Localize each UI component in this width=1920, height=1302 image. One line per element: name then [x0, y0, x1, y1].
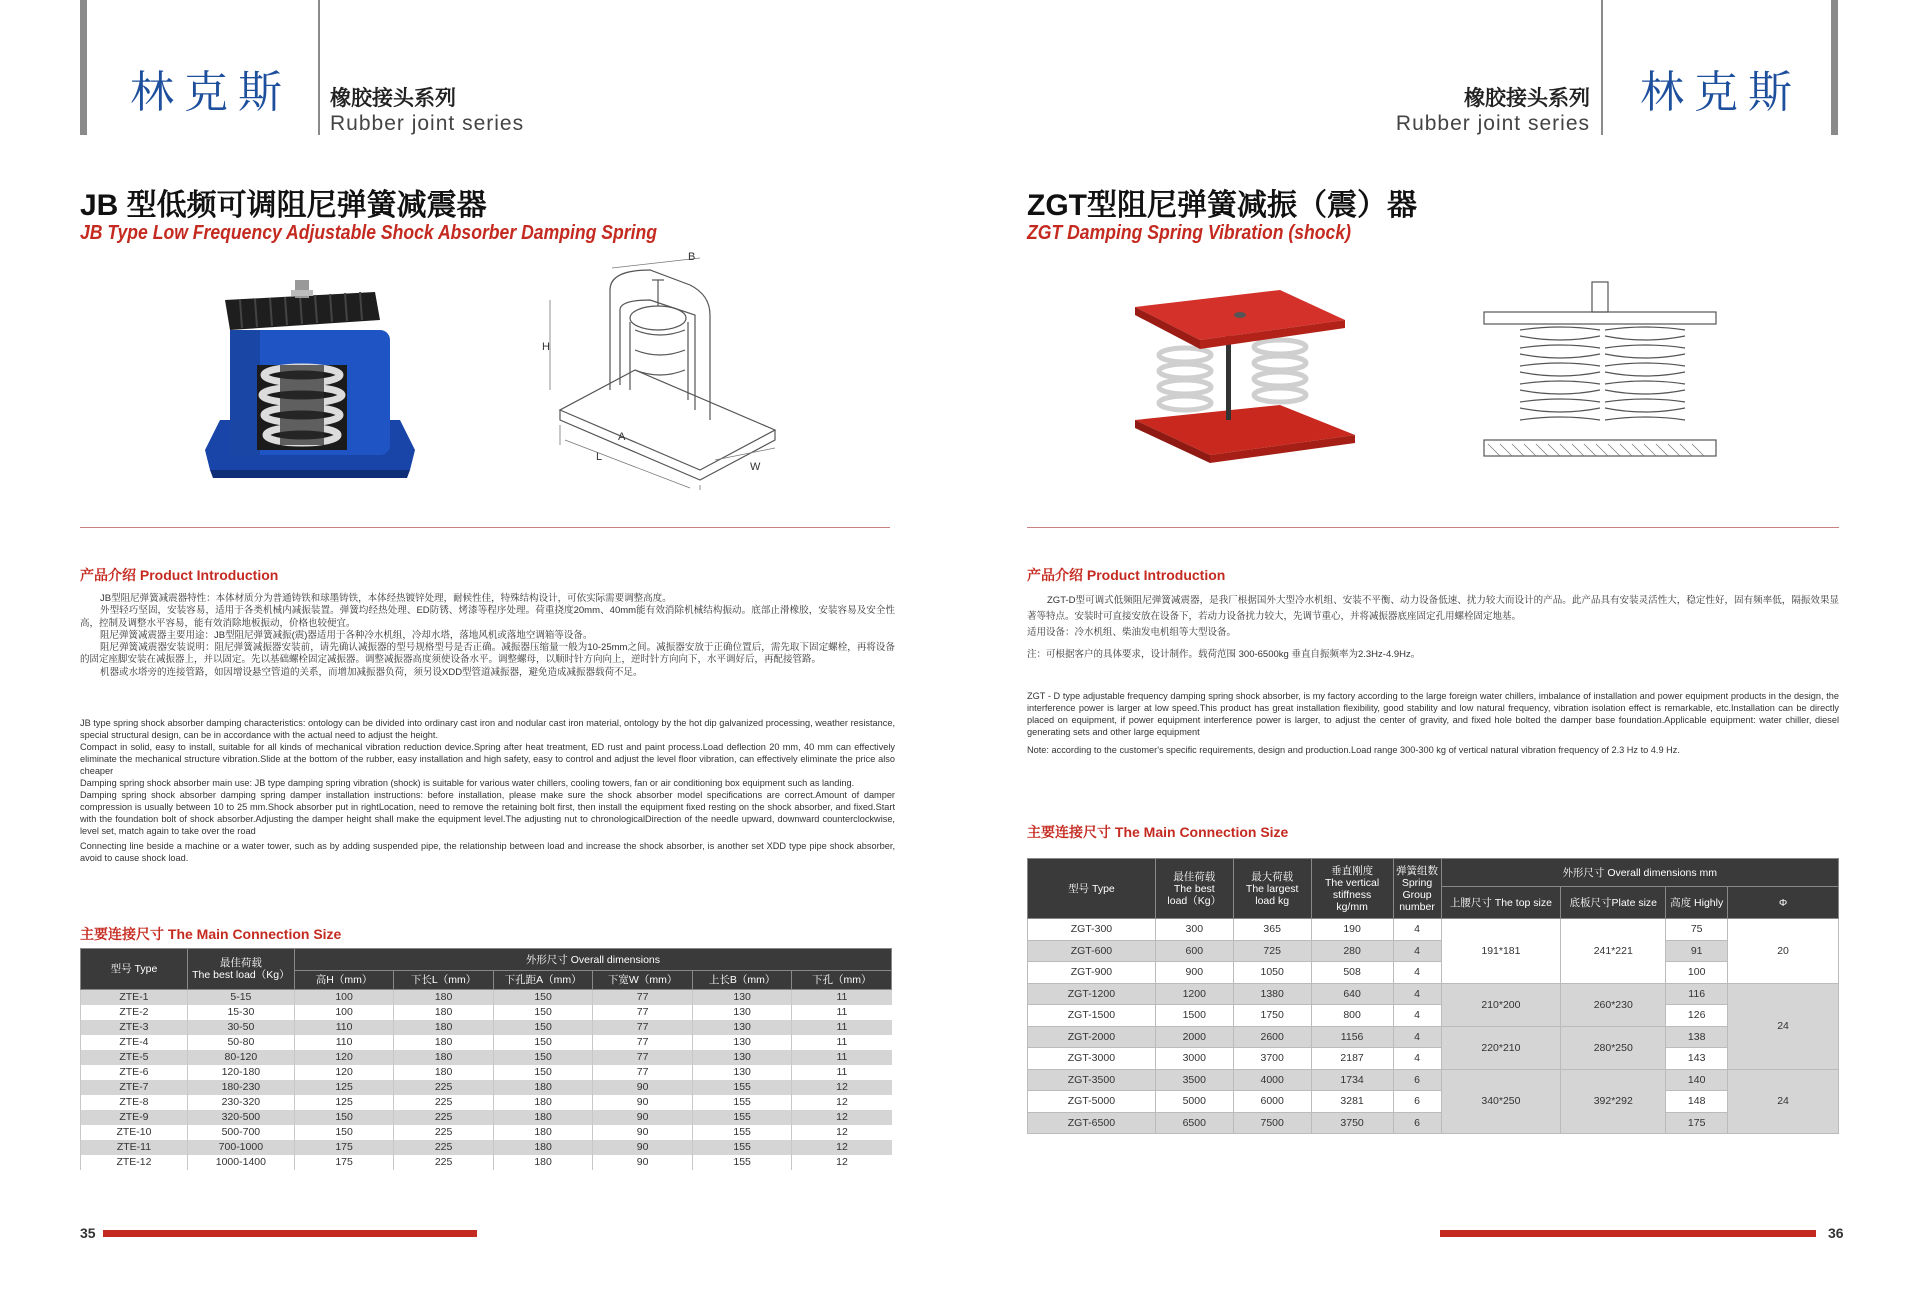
table-row	[1028, 1048, 1839, 1070]
table-cell: 143	[1666, 1048, 1728, 1070]
table-cell: 180	[493, 1095, 593, 1110]
table-cell: 148	[1666, 1091, 1728, 1113]
table-cell: 130	[692, 1065, 792, 1080]
table-cell: 120	[294, 1050, 394, 1065]
jb-spec-table	[80, 948, 892, 1170]
table-cell: 1734	[1311, 1069, 1393, 1091]
table-cell: 50-80	[187, 1035, 294, 1050]
dim-w-label: W	[750, 461, 761, 473]
table-cell: ZGT-1500	[1028, 1005, 1156, 1027]
table-cell: 500-700	[187, 1125, 294, 1140]
table-cell: 91	[1666, 940, 1728, 962]
table-cell: 150	[493, 990, 593, 1005]
table-cell: 180	[493, 1140, 593, 1155]
table-cell: 4	[1393, 1005, 1441, 1027]
table-cell: 90	[593, 1155, 693, 1170]
table-cell: 230-320	[187, 1095, 294, 1110]
table-row	[1028, 1091, 1839, 1113]
table-cell: ZGT-300	[1028, 919, 1156, 941]
table-row	[81, 1035, 892, 1050]
col-b: 上长B（mm）	[692, 971, 792, 990]
table-cell: 150	[493, 1065, 593, 1080]
header-bar-right	[1831, 0, 1838, 135]
table-cell: 725	[1233, 940, 1311, 962]
table-cell: 365	[1233, 919, 1311, 941]
table-cell: 11	[792, 1065, 892, 1080]
table-cell: 120	[294, 1065, 394, 1080]
col-phi: Φ	[1728, 887, 1839, 919]
intro-cn-5: 机器或水塔旁的连接管路，如因增设悬空管道的关系，而增加减振器负荷，须另设XDD型管道减振器，避免造成减振器载荷不足。	[100, 666, 643, 678]
table-cell: 1500	[1155, 1005, 1233, 1027]
col-type: 型号 Type	[1028, 859, 1156, 919]
intro-cn-3: 注：可根据客户的具体要求，设计制作。载荷范围 300-6500kg 垂直自振频率为2.3Hz-4.9Hz。	[1027, 649, 1421, 660]
table-cell: ZTE-11	[81, 1140, 188, 1155]
brand-logo: 林克斯	[130, 67, 292, 118]
table-cell: 2600	[1233, 1026, 1311, 1048]
table-cell: 300	[1155, 919, 1233, 941]
table-cell: 180	[394, 1050, 494, 1065]
table-cell: 7500	[1233, 1112, 1311, 1134]
product-title-cn: JB 型低频可调阻尼弹簧减震器	[80, 189, 487, 222]
table-cell: 225	[394, 1080, 494, 1095]
table-cell: 150	[493, 1020, 593, 1035]
table-cell: 130	[692, 1020, 792, 1035]
table-cell: 30-50	[187, 1020, 294, 1035]
intro-cn-3: 阻尼弹簧减震器主要用途：JB型阻尼弹簧减振(震)器适用于各种冷水机组，冷却水塔，落地风机或落地空调箱等设备。	[100, 629, 593, 641]
table-cell: 77	[593, 1005, 693, 1020]
table-cell: 110	[294, 1020, 394, 1035]
table-cell: 2187	[1311, 1048, 1393, 1070]
header-divider	[1601, 0, 1603, 135]
zgt-damper-photo	[1130, 285, 1360, 485]
table-row	[1028, 983, 1839, 1005]
intro-cn-1: JB型阻尼弹簧减震器特性：本体材质分为普通铸铁和球墨铸铁，本体经热镀锌处理，耐候性佳，特殊结构设计，可依实际需要调整高度。	[100, 593, 672, 604]
intro-cn-2: 适用设备：冷水机组、柴油发电机组等大型设备。	[1027, 627, 1237, 638]
dim-l-label: L	[596, 451, 603, 463]
table-cell: 180	[493, 1080, 593, 1095]
table-cell: 180	[394, 1005, 494, 1020]
table-cell: 180	[493, 1155, 593, 1170]
jb-damper-photo	[195, 270, 425, 490]
page-right	[960, 0, 1920, 1302]
intro-text-en	[80, 717, 895, 864]
table-cell: 1050	[1233, 962, 1311, 984]
table-cell: 3281	[1311, 1091, 1393, 1113]
intro-cn-2: 外型轻巧坚固，安装容易，适用于各类机械内减振装置。弹簧均经热处理、ED防锈、烤漆等程序处理。荷重挠度20mm、40mm能有效消除机械结构振动。底部止滑橡胶，安装容易及安全性高，控制及调整水平容易，能有效消除地板振动，价格也较便宜。	[80, 605, 895, 629]
table-cell: 3500	[1155, 1069, 1233, 1091]
table-cell: 600	[1155, 940, 1233, 962]
table-cell: ZGT-900	[1028, 962, 1156, 984]
table-row	[1028, 1005, 1839, 1027]
table-cell: 77	[593, 1020, 693, 1035]
section-divider	[80, 527, 890, 528]
table-cell: 508	[1311, 962, 1393, 984]
table-cell: 90	[593, 1125, 693, 1140]
zgt-spec-table	[1027, 858, 1839, 1134]
table-cell: 220*210	[1441, 1026, 1561, 1069]
table-cell: ZGT-3000	[1028, 1048, 1156, 1070]
col-hole: 下孔（mm）	[792, 971, 892, 990]
table-cell: 130	[692, 990, 792, 1005]
table-cell: 4	[1393, 1026, 1441, 1048]
table-row	[81, 990, 892, 1005]
connection-size-heading: 主要连接尺寸 The Main Connection Size	[80, 926, 342, 942]
table-cell: 100	[294, 990, 394, 1005]
table-cell: ZTE-6	[81, 1065, 188, 1080]
table-cell: 11	[792, 1035, 892, 1050]
page-number: 36	[1828, 1225, 1844, 1241]
table-cell: 125	[294, 1080, 394, 1095]
table-cell: 900	[1155, 962, 1233, 984]
table-cell: 800	[1311, 1005, 1393, 1027]
table-cell: 150	[493, 1035, 593, 1050]
table-cell: 340*250	[1441, 1069, 1561, 1134]
intro-en-3: Damping spring shock absorber main use: JB type damping spring vibration (shock) is suitable for various water chillers, cooling towers, fan or air conditioning box equipment such as landing.	[80, 778, 855, 788]
table-cell: 225	[394, 1095, 494, 1110]
table-row	[81, 1080, 892, 1095]
table-cell: 150	[294, 1125, 394, 1140]
table-cell: 191*181	[1441, 919, 1561, 984]
table-cell: 75	[1666, 919, 1728, 941]
table-cell: 210*200	[1441, 983, 1561, 1026]
table-cell: 1000-1400	[187, 1155, 294, 1170]
intro-en-2: Note: according to the customer's specific requirements, design and production.Load range 300-300 kg of vertical natural vibration frequency of 2.3 Hz to 4.9 Hz.	[1027, 745, 1680, 755]
table-cell: 280	[1311, 940, 1393, 962]
table-cell: ZTE-12	[81, 1155, 188, 1170]
table-cell: 120-180	[187, 1065, 294, 1080]
table-cell: ZGT-2000	[1028, 1026, 1156, 1048]
table-cell: 155	[692, 1155, 792, 1170]
table-cell: ZTE-8	[81, 1095, 188, 1110]
table-cell: 6000	[1233, 1091, 1311, 1113]
table-cell: 150	[294, 1110, 394, 1125]
table-row	[81, 1125, 892, 1140]
table-cell: 12	[792, 1155, 892, 1170]
table-cell: 6500	[1155, 1112, 1233, 1134]
table-cell: 3000	[1155, 1048, 1233, 1070]
table-cell: 90	[593, 1080, 693, 1095]
series-title-en: Rubber joint series	[1395, 112, 1590, 135]
table-cell: 100	[1666, 962, 1728, 984]
table-cell: 225	[394, 1155, 494, 1170]
table-cell: 1380	[1233, 983, 1311, 1005]
table-cell: 4000	[1233, 1069, 1311, 1091]
col-overall: 外形尺寸 Overall dimensions	[294, 949, 891, 971]
zgt-damper-drawing	[1480, 280, 1720, 475]
brand-logo: 林克斯	[1640, 67, 1802, 118]
intro-text-cn	[80, 593, 895, 679]
table-row	[81, 1065, 892, 1080]
table-cell: 4	[1393, 983, 1441, 1005]
table-cell: 6	[1393, 1112, 1441, 1134]
intro-heading: 产品介绍 Product Introduction	[80, 567, 279, 583]
col-l: 下长L（mm）	[394, 971, 494, 990]
table-cell: 180	[394, 990, 494, 1005]
table-cell: 280*250	[1561, 1026, 1666, 1069]
table-cell: 180	[394, 1035, 494, 1050]
col-max-load: 最大荷载 The largest load kg	[1233, 859, 1311, 919]
series-title-cn: 橡胶接头系列	[1464, 87, 1590, 110]
table-cell: ZTE-7	[81, 1080, 188, 1095]
table-row	[1028, 940, 1839, 962]
table-cell: 260*230	[1561, 983, 1666, 1026]
table-cell: 155	[692, 1125, 792, 1140]
page-number: 35	[80, 1225, 96, 1241]
table-cell: ZTE-10	[81, 1125, 188, 1140]
table-cell: 90	[593, 1095, 693, 1110]
table-cell: ZTE-5	[81, 1050, 188, 1065]
table-cell: ZTE-1	[81, 990, 188, 1005]
table-cell: 130	[692, 1050, 792, 1065]
table-row	[1028, 919, 1839, 941]
table-cell: 155	[692, 1080, 792, 1095]
dim-a-label: A	[618, 431, 626, 443]
table-cell: 130	[692, 1035, 792, 1050]
table-cell: ZGT-3500	[1028, 1069, 1156, 1091]
footer-bar	[1440, 1230, 1816, 1237]
table-cell: 1156	[1311, 1026, 1393, 1048]
table-row	[81, 1005, 892, 1020]
table-cell: 15-30	[187, 1005, 294, 1020]
table-cell: 6	[1393, 1091, 1441, 1113]
intro-cn-1: ZGT-D型可调式低频阻尼弹簧减震器，是我厂根据国外大型冷水机组、安装不平衡、动力设备低速、扰力较大而设计的产品。此产品具有安装灵活性大，稳定性好，固有频率低，隔振效果显著等特点。安装时可直接安放在设备下，若动力设备扰力较大，先调节重心，并将减振器底座固定孔用螺栓固定地基。	[1027, 595, 1839, 622]
table-cell: 150	[493, 1005, 593, 1020]
table-cell: 24	[1728, 1069, 1839, 1134]
table-cell: 2000	[1155, 1026, 1233, 1048]
col-overall: 外形尺寸 Overall dimensions mm	[1441, 859, 1838, 887]
table-cell: 320-500	[187, 1110, 294, 1125]
table-cell: 4	[1393, 940, 1441, 962]
table-cell: 1750	[1233, 1005, 1311, 1027]
intro-en-1: JB type spring shock absorber damping characteristics: ontology can be divided into ordinary cast iron and nodular cast iron material, ontology by the hot dip galvanized processing, weather resistance, special structural design, can be in accordance with the actual need to adjust the height.	[80, 718, 895, 740]
table-cell: 640	[1311, 983, 1393, 1005]
table-cell: 12	[792, 1125, 892, 1140]
intro-en-2: Compact in solid, easy to install, suitable for all kinds of mechanical vibration reduction device.Spring after heat treatment, ED rust and paint process.Load deflection 20 mm, 40 mm can effectively eliminate the mechanical structure vibration.Slide at the bottom of the rubber, easy installation and high safety, easy to control and adjust the level floor vibration, can effectively eliminate the price also cheaper	[80, 742, 895, 776]
dim-b-label: B	[688, 251, 696, 263]
footer-bar	[103, 1230, 477, 1237]
table-row	[1028, 962, 1839, 984]
table-cell: 155	[692, 1110, 792, 1125]
col-plate-size: 底板尺寸Plate size	[1561, 887, 1666, 919]
series-title-cn: 橡胶接头系列	[330, 87, 456, 110]
table-cell: 225	[394, 1140, 494, 1155]
table-cell: 4	[1393, 962, 1441, 984]
table-cell: 225	[394, 1125, 494, 1140]
col-a: 下孔距A（mm）	[493, 971, 593, 990]
table-cell: 150	[493, 1050, 593, 1065]
table-cell: 12	[792, 1095, 892, 1110]
intro-text-en	[1027, 690, 1839, 756]
table-cell: 180	[493, 1110, 593, 1125]
col-stiffness: 垂直刚度 The vertical stiffness kg/mm	[1311, 859, 1393, 919]
series-title-en: Rubber joint series	[330, 112, 525, 135]
table-cell: 4	[1393, 1048, 1441, 1070]
table-cell: 5-15	[187, 990, 294, 1005]
table-cell: ZGT-1200	[1028, 983, 1156, 1005]
section-divider	[1027, 527, 1839, 528]
table-cell: 1200	[1155, 983, 1233, 1005]
table-cell: ZTE-2	[81, 1005, 188, 1020]
intro-en-5: Connecting line beside a machine or a water tower, such as by adding suspended pipe, the relationship between load and increase the shock absorber, is another set XDD type pipe shock absorber, avoid to cause shock load.	[80, 841, 895, 863]
table-cell: ZTE-3	[81, 1020, 188, 1035]
col-w: 下宽W（mm）	[593, 971, 693, 990]
table-cell: 241*221	[1561, 919, 1666, 984]
product-title-en: JB Type Low Frequency Adjustable Shock Absorber Damping Spring	[80, 222, 657, 244]
table-cell: 116	[1666, 983, 1728, 1005]
table-cell: 12	[792, 1140, 892, 1155]
table-cell: 225	[394, 1110, 494, 1125]
table-cell: 11	[792, 1020, 892, 1035]
table-cell: 12	[792, 1080, 892, 1095]
connection-size-heading: 主要连接尺寸 The Main Connection Size	[1027, 824, 1289, 840]
table-cell: 180	[394, 1020, 494, 1035]
table-cell: 77	[593, 990, 693, 1005]
table-cell: 5000	[1155, 1091, 1233, 1113]
table-cell: 90	[593, 1140, 693, 1155]
table-row	[81, 1050, 892, 1065]
table-cell: 175	[294, 1155, 394, 1170]
table-cell: 77	[593, 1035, 693, 1050]
table-cell: ZGT-600	[1028, 940, 1156, 962]
table-cell: ZGT-5000	[1028, 1091, 1156, 1113]
table-cell: 80-120	[187, 1050, 294, 1065]
table-cell: 11	[792, 1050, 892, 1065]
product-title-cn: ZGT型阻尼弹簧减振（震）器	[1027, 189, 1417, 222]
table-cell: 6	[1393, 1069, 1441, 1091]
intro-cn-4: 阻尼弹簧减震器安装说明：阻尼弹簧减振器安装前，请先确认减振器的型号规格型号是否正确。减振器压缩量一般为10-25mm之间。减振器安放于正确位置后，需先取下固定螺栓，再将设备的固定座脚安装在减振器上，并以固定。先以基础螺栓固定减振器。调整减振器高度须使设备水平。调整螺母，以顺时针方向向上，逆时针方向向下，水平调好后，再配接管路。	[80, 642, 895, 666]
table-row	[1028, 1069, 1839, 1091]
table-cell: ZTE-9	[81, 1110, 188, 1125]
table-cell: 140	[1666, 1069, 1728, 1091]
table-cell: 138	[1666, 1026, 1728, 1048]
product-title-en: ZGT Damping Spring Vibration (shock)	[1027, 222, 1351, 244]
table-row	[81, 1020, 892, 1035]
table-cell: 126	[1666, 1005, 1728, 1027]
table-cell: ZTE-4	[81, 1035, 188, 1050]
table-cell: 155	[692, 1095, 792, 1110]
table-cell: ZGT-6500	[1028, 1112, 1156, 1134]
intro-heading: 产品介绍 Product Introduction	[1027, 567, 1226, 583]
table-cell: 180	[493, 1125, 593, 1140]
table-cell: 392*292	[1561, 1069, 1666, 1134]
table-cell: 77	[593, 1050, 693, 1065]
table-cell: 100	[294, 1005, 394, 1020]
table-cell: 90	[593, 1110, 693, 1125]
col-spring-group: 弹簧组数 Spring Group number	[1393, 859, 1441, 919]
col-h: 高H（mm）	[294, 971, 394, 990]
table-cell: 11	[792, 1005, 892, 1020]
table-row	[81, 1095, 892, 1110]
table-cell: 180-230	[187, 1080, 294, 1095]
table-cell: 155	[692, 1140, 792, 1155]
intro-en-4: Damping spring shock absorber damping spring damper installation instructions: before installation, please make sure the shock absorber model specifications are correct.Amount of damper compression is usually between 10 to 25 mm.Shock absorber put in rightLocation, need to remove the retaining bolt first, then install the equipment fixed resting on the shock absorber, and fixed.Start with the foundation bolt of shock absorber.Adjusting the damper height shall make the equipment level.The adjusting nut to chronologicalDirection of the needle upward, downward counterclockwise, level set, match again to take over the road	[80, 790, 895, 836]
jb-damper-drawing	[540, 251, 800, 490]
col-best-load: 最佳荷载 The best load（Kg）	[187, 949, 294, 990]
table-cell: 700-1000	[187, 1140, 294, 1155]
col-type: 型号 Type	[81, 949, 188, 990]
table-cell: 12	[792, 1110, 892, 1125]
table-cell: 125	[294, 1095, 394, 1110]
table-row	[81, 1140, 892, 1155]
dim-h-label: H	[542, 341, 550, 353]
table-cell: 3750	[1311, 1112, 1393, 1134]
table-row	[81, 1110, 892, 1125]
table-cell: 180	[394, 1065, 494, 1080]
intro-text-cn	[1027, 593, 1839, 663]
table-row	[1028, 1112, 1839, 1134]
intro-en-1: ZGT - D type adjustable frequency damping spring shock absorber, is my factory according to the large foreign water chillers, imbalance of installation and power equipment products in the design, the interference power is larger at low speed.This product has great installation flexibility, good stability and low natural frequency, vibration isolation effect is remarkable, etc.Installation can be directly placed on equipment, if power equipment interference power is larger, to adjust the center of gravity, and fixed hole bolted the damper base foundation.Applicable equipment: water chiller, diesel generating sets and other large equipment	[1027, 691, 1839, 737]
table-cell: 110	[294, 1035, 394, 1050]
table-cell: 130	[692, 1005, 792, 1020]
table-cell: 24	[1728, 983, 1839, 1069]
table-cell: 77	[593, 1065, 693, 1080]
table-cell: 190	[1311, 919, 1393, 941]
table-cell: 175	[1666, 1112, 1728, 1134]
header-divider	[318, 0, 320, 135]
table-row	[81, 1155, 892, 1170]
col-best-load: 最佳荷载 The best load（Kg）	[1155, 859, 1233, 919]
table-cell: 11	[792, 990, 892, 1005]
table-cell: 4	[1393, 919, 1441, 941]
table-cell: 175	[294, 1140, 394, 1155]
col-top-size: 上腰尺寸 The top size	[1441, 887, 1561, 919]
col-height: 高度 Highly	[1666, 887, 1728, 919]
table-cell: 20	[1728, 919, 1839, 984]
table-row	[1028, 1026, 1839, 1048]
table-cell: 3700	[1233, 1048, 1311, 1070]
header-bar-left	[80, 0, 87, 135]
